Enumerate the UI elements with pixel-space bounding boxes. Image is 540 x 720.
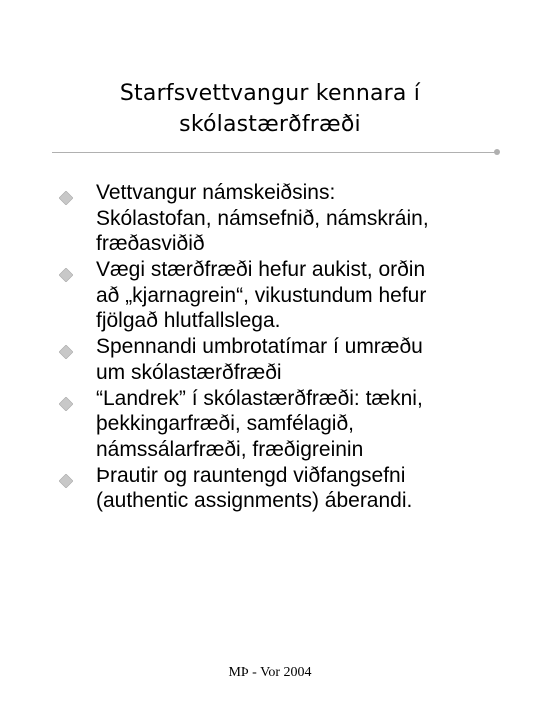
diamond-bullet-icon xyxy=(59,263,73,277)
title-divider xyxy=(52,152,498,153)
bullet-text-line: Spennandi umbrotatímar í umræðu xyxy=(96,335,423,358)
bullet-item xyxy=(96,180,536,257)
bullet-text-line: Vægi stærðfræði hefur aukist, orðin xyxy=(96,258,426,281)
bullet-text-line: Skólastofan, námsefnið, námskráin, xyxy=(96,206,429,230)
bullet-list xyxy=(96,180,536,514)
slide-title-line-1: Starfsvettvangur kennara í xyxy=(119,81,421,106)
bullet-item xyxy=(96,334,536,385)
bullet-item xyxy=(96,386,536,463)
bullet-text-line: fræðasviðið xyxy=(96,232,205,255)
slide-footer: MÞ - Vor 2004 xyxy=(228,665,312,680)
diamond-bullet-icon xyxy=(59,186,73,200)
bullet-item xyxy=(96,463,536,514)
slide-title xyxy=(40,78,500,140)
slide-title-line-2: skólastærðfræði xyxy=(179,112,361,137)
bullet-text-line: fjölgað hlutfallslega. xyxy=(96,309,281,332)
bullet-item xyxy=(96,257,536,334)
bullet-text-line: þekkingarfræði, samfélagið, xyxy=(96,412,354,435)
bullet-text-line: (authentic assignments) áberandi. xyxy=(96,489,413,512)
diamond-bullet-icon xyxy=(59,392,73,406)
bullet-text-line: Vettvangur námskeiðsins: xyxy=(96,181,336,204)
title-divider-end-dot xyxy=(494,149,500,155)
bullet-text-line: að „kjarnagrein“, vikustundum hefur xyxy=(96,283,427,307)
bullet-text-line: Þrautir og rauntengd viðfangsefni xyxy=(96,463,406,487)
bullet-text-line: “Landrek” í skólastærðfræði: tækni, xyxy=(96,386,423,410)
diamond-bullet-icon xyxy=(59,340,73,354)
diamond-bullet-icon xyxy=(59,469,73,483)
bullet-text-line: um skólastærðfræði xyxy=(96,360,282,384)
bullet-text-line: námssálarfræði, fræðigreinin xyxy=(96,437,364,461)
